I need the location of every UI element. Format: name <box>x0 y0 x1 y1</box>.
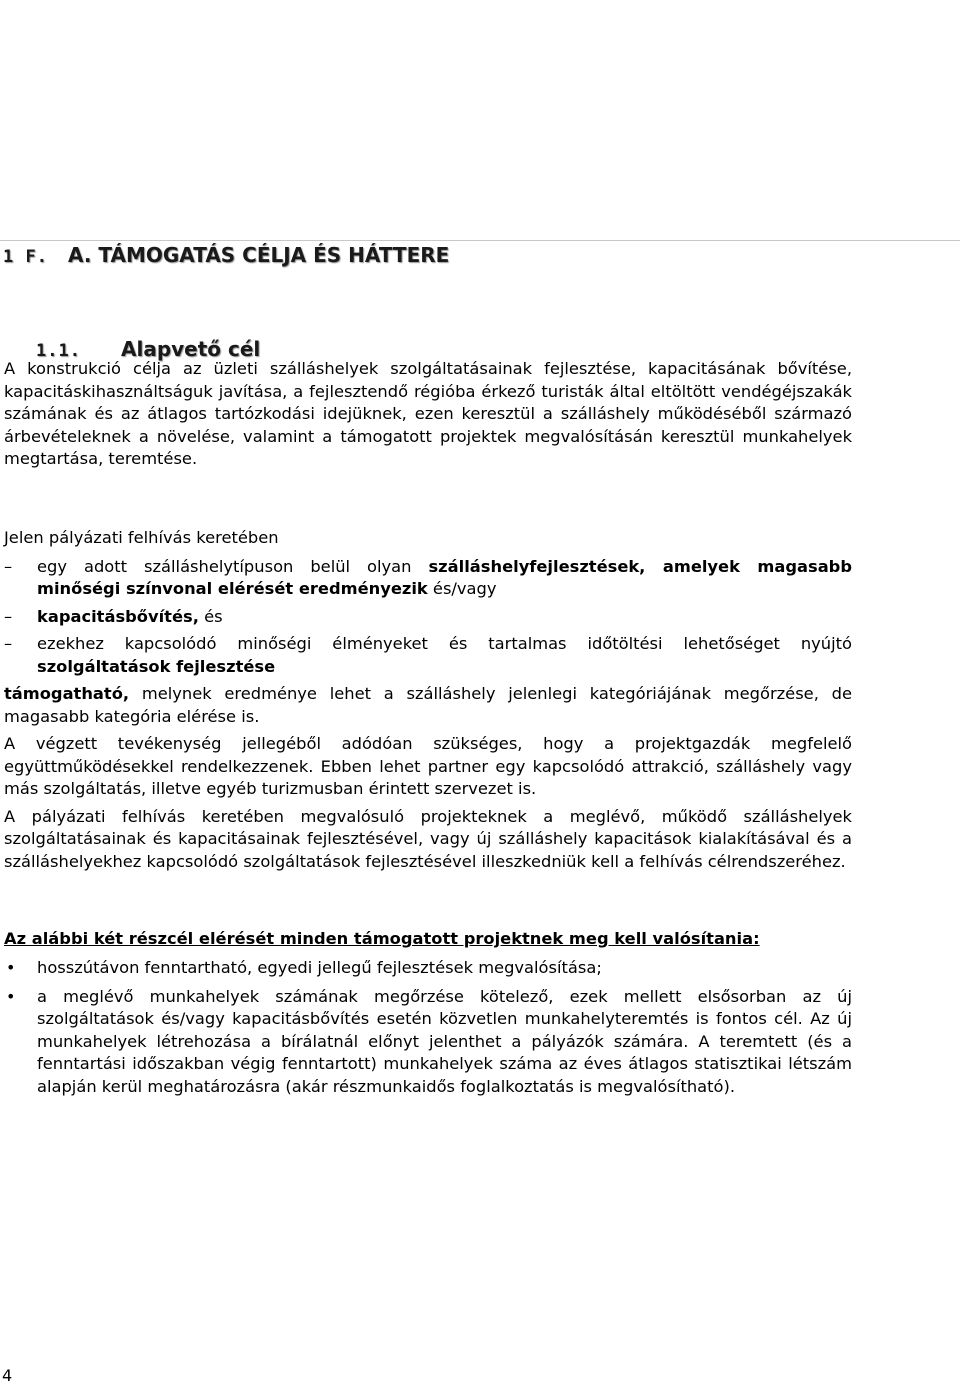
supportable-paragraph <box>4 683 852 728</box>
dash-item-text: ezekhez kapcsolódó minőségi élményeket és tartalmas időtöltési lehetőséget nyújtó <box>37 634 852 653</box>
intro-paragraph-block <box>4 358 852 471</box>
section-number: 1 F. <box>3 247 48 267</box>
dash-list-item <box>4 633 852 678</box>
dash-list-item <box>4 606 852 629</box>
bullet-marker: • <box>6 986 16 1006</box>
call-content-block <box>4 527 852 873</box>
bullet-marker: • <box>6 958 16 977</box>
header-divider <box>0 240 960 241</box>
dash-item-bold: kapacitásbővítés, <box>37 606 199 626</box>
bullet-text: hosszútávon fenntartható, egyedi jellegű fejlesztések megvalósítása; <box>37 958 602 977</box>
supportable-bold: támogatható, <box>4 684 130 703</box>
subgoals-list <box>4 957 852 1098</box>
bullet-list-item <box>4 957 852 980</box>
intro-paragraph: A konstrukció célja az üzleti szálláshelyek szolgáltatásainak fejlesztése, kapacitásának bővítése, kapacitáskihasználtságuk javítása, a fejlesztendő régióba érkező turisták által eltöltött vendégéjszakák számának és az átlagos tartózkodási idejüknek, ezen keresztül a szálláshely működéséből származó árbevételeknek a növelése, valamint a támogatott projektek megvalósításán keresztül munkahelyek megtartása, teremtése. <box>4 359 852 468</box>
call-intro: Jelen pályázati felhívás keretében <box>4 528 279 547</box>
dash-marker: – <box>4 556 13 576</box>
bullet-list-item <box>4 986 852 1099</box>
subsection-title: Alapvető cél <box>121 337 261 361</box>
bullet-text: a meglévő munkahelyek számának megőrzése kötelező, ezek mellett elsősorban az új szolgáltatások és/vagy kapacitásbővítés esetén közvetlen munkahelyteremtés is fontos cél. Az új munkahelyek létrehozása a bírálatnál előnyt jelenthet a pályázók számára. A teremtett (és a fenntartási időszakban végig fenntartott) munkahelyek száma az éves átlagos statisztikai létszám alapján kerül meghatározásra (akár részmunkaidős foglalkoztatás is megvalósítható). <box>37 986 852 1096</box>
dash-marker: – <box>4 634 13 653</box>
dash-marker: – <box>4 606 13 626</box>
dash-item-bold: szálláshelyfejlesztések, amelyek magasabb minőségi színvonal elérését eredményezik <box>37 556 852 598</box>
dash-item-suffix: és <box>198 606 223 626</box>
section-heading <box>3 243 449 267</box>
dash-item-text: egy adott szálláshelytípuson belül olyan <box>37 556 429 576</box>
section-title: A. TÁMOGATÁS CÉLJA ÉS HÁTTERE <box>68 243 450 267</box>
projects-paragraph: A pályázati felhívás keretében megvalósuló projekteknek a meglévő, működő szálláshelyek szolgáltatásainak és kapacitásainak fejlesztésével, vagy új szálláshely kapacitások kialakításával és a szálláshelyekhez kapcsolódó szolgáltatások fejlesztésével illeszkedniük kell a felhívás célrendszeréhez. <box>4 806 852 871</box>
subgoals-heading: Az alábbi két részcél elérését minden támogatott projektnek meg kell valósítania: <box>4 929 760 948</box>
dash-item-suffix: és/vagy <box>427 579 497 598</box>
subsection-number: 1.1. <box>36 341 81 361</box>
dash-item-bold: szolgáltatások fejlesztése <box>37 656 276 676</box>
supportable-text: melynek eredménye lehet a szálláshely jelenlegi kategóriájának megőrzése, de magasabb kategória elérése is. <box>4 684 852 726</box>
cooperation-paragraph: A végzett tevékenység jellegéből adódóan szükséges, hogy a projektgazdák megfelelő együttműködésekkel rendelkezzenek. Ebben lehet partner egy kapcsolódó attrakció, szálláshely vagy más szolgáltatás, illetve egyéb turizmusban érintett szervezet is. <box>4 734 852 798</box>
page-number: 4 <box>2 1366 13 1385</box>
dash-list-item <box>4 556 852 601</box>
